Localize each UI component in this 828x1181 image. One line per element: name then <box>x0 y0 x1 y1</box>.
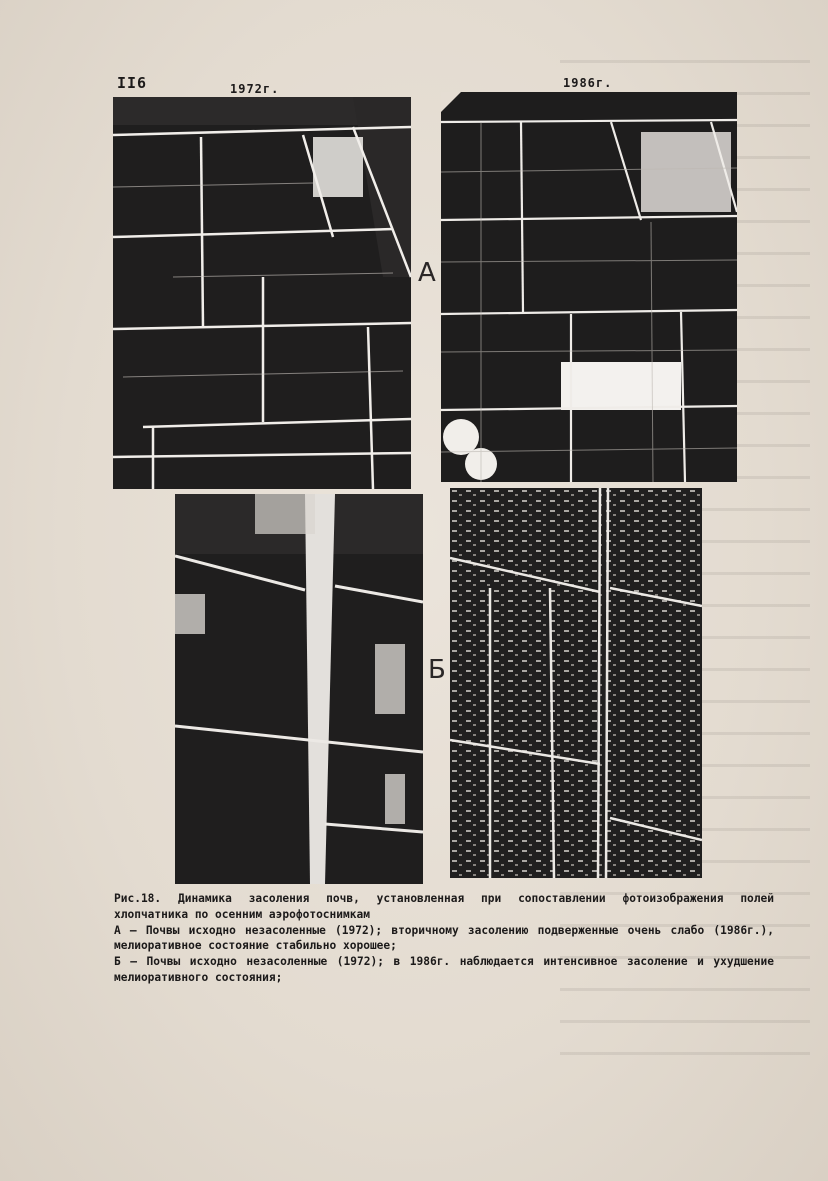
figure-caption <box>114 891 774 986</box>
aerial-photo-b-1972 <box>175 494 423 884</box>
aerial-photo-a-1972 <box>113 97 411 489</box>
year-label-1972: 1972г. <box>230 82 280 96</box>
caption-item-a: А – Почвы исходно незасоленные (1972); вторичному засолению подверженные очень слабо (1986г.), мелиоративное состояние стабильно хорошее; <box>114 923 774 953</box>
caption-item-b: Б – Почвы исходно незасоленные (1972); в 1986г. наблюдается интенсивное засоление и ухудшение мелиоративного состояния; <box>114 955 774 984</box>
aerial-photo-b-1986 <box>450 488 702 878</box>
page-number: II6 <box>117 74 148 92</box>
aerial-photo-a-1986 <box>441 92 737 482</box>
row-label-b: Б <box>428 655 446 685</box>
row-label-a: А <box>418 258 436 288</box>
caption-title: Рис.18. Динамика засоления почв, установленная при сопоставлении фотоизображения полей хлопчатника по осенним аэрофотоснимкам <box>114 892 774 921</box>
year-label-1986: 1986г. <box>563 76 613 90</box>
